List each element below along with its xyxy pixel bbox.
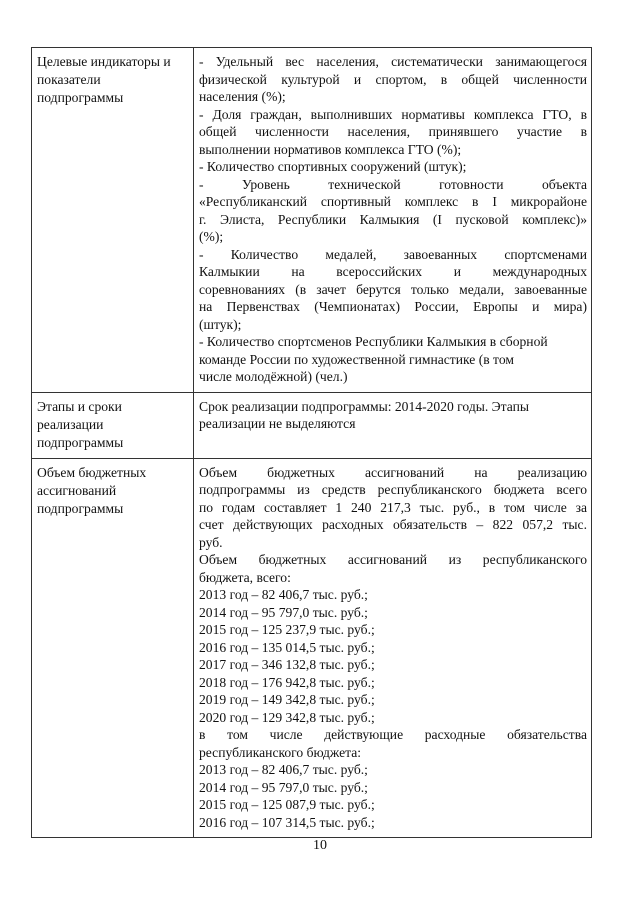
text-line: населения (%); xyxy=(199,89,286,104)
text-line: Калмыкии на всероссийских и международных xyxy=(199,264,587,279)
text-line: 2016 год – 135 014,5 тыс. руб.; xyxy=(199,639,375,655)
table-row xyxy=(32,458,592,838)
page-number: 10 xyxy=(313,838,327,853)
text-line: - Количество медалей, завоеванных спортсменами xyxy=(199,246,587,262)
row-content xyxy=(194,458,592,838)
text-line: Срок реализации подпрограммы: 2014-2020 годы. Этапы xyxy=(199,398,530,414)
passport-table xyxy=(31,47,592,838)
text-line: числе молодёжной) (чел.) xyxy=(199,369,348,384)
text-line: в том числе действующие расходные обязательства xyxy=(199,727,587,742)
text-line: - Уровень технической готовности объекта xyxy=(199,176,587,192)
row-content xyxy=(194,392,592,458)
text-line: - Количество спортивных сооружений (штук); xyxy=(199,159,467,174)
text-line: 2020 год – 129 342,8 тыс. руб.; xyxy=(199,709,375,725)
text-line: 2015 год – 125 087,9 тыс. руб.; xyxy=(199,797,375,812)
text-line: Объем бюджетных ассигнований на реализацию xyxy=(199,464,587,480)
text-line: подпрограммы из средств республиканского бюджета всего xyxy=(199,482,587,497)
text-line: «Республиканский спортивный комплекс в I микрорайоне xyxy=(199,194,587,209)
text-line: Объем бюджетных ассигнований из республиканского xyxy=(199,552,587,567)
text-line: 2018 год – 176 942,8 тыс. руб.; xyxy=(199,674,375,690)
text-line: команде России по художественной гимнастике (в том xyxy=(199,351,514,367)
text-line: физической культурой и спортом, в общей численности xyxy=(199,71,587,87)
text-line: 2013 год – 82 406,7 тыс. руб.; xyxy=(199,762,368,777)
text-line: общей численности населения, принявшего участие в xyxy=(199,124,587,139)
row-content xyxy=(194,48,592,393)
text-line: руб. xyxy=(199,534,223,550)
text-line: (%); xyxy=(199,229,224,244)
text-line: - Удельный вес населения, систематически занимающегося xyxy=(199,54,587,69)
text-line: счет действующих расходных обязательств – 822 057,2 тыс. xyxy=(199,517,587,532)
text-line: по годам составляет 1 240 217,3 тыс. руб., в том числе за xyxy=(199,499,587,515)
text-line: соревнованиях (в зачет берутся только медали, завоеванные xyxy=(199,281,587,297)
row-label: Целевые индикаторы и показатели подпрограммы xyxy=(32,48,194,393)
text-line: 2016 год – 107 314,5 тыс. руб.; xyxy=(199,814,375,830)
text-line: (штук); xyxy=(199,316,242,332)
text-line: 2019 год – 149 342,8 тыс. руб.; xyxy=(199,692,375,707)
text-line: реализации не выделяются xyxy=(199,416,356,431)
text-line: 2013 год – 82 406,7 тыс. руб.; xyxy=(199,587,368,602)
text-line: республиканского бюджета: xyxy=(199,744,362,760)
text-line: 2017 год – 346 132,8 тыс. руб.; xyxy=(199,657,375,672)
text-line: выполнении нормативов комплекса ГТО (%); xyxy=(199,141,462,157)
table-row xyxy=(32,48,592,393)
text-line: г. Элиста, Республики Калмыкия (I пусковой комплекс)» xyxy=(199,211,587,227)
text-line: на Первенствах (Чемпионатах) России, Европы и мира) xyxy=(199,299,587,314)
row-label: Объем бюджетных ассигнований подпрограммы xyxy=(32,458,194,838)
text-line: 2014 год – 95 797,0 тыс. руб.; xyxy=(199,604,368,620)
text-line: - Количество спортсменов Республики Калмыкия в сборной xyxy=(199,334,548,349)
text-line: 2015 год – 125 237,9 тыс. руб.; xyxy=(199,622,375,637)
row-label: Этапы и сроки реализации подпрограммы xyxy=(32,392,194,458)
text-line: бюджета, всего: xyxy=(199,569,291,585)
text-line: 2014 год – 95 797,0 тыс. руб.; xyxy=(199,779,368,795)
text-line: - Доля граждан, выполнивших нормативы комплекса ГТО, в xyxy=(199,106,587,122)
table-row xyxy=(32,392,592,458)
